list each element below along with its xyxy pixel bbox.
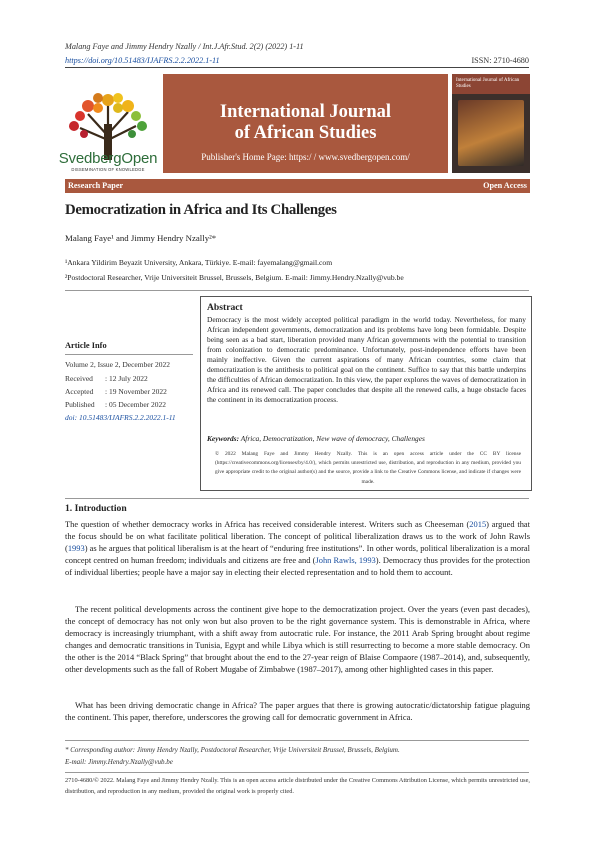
p1-text-d: ). Democracy thus provides for the protection of individual liberties; people have a major say in electing their elected representation and to hold them to account. [65, 555, 530, 578]
footnote-line-2: E-mail: Jimmy.Hendry.Nzally@vub.be [65, 758, 173, 766]
accepted-label: Accepted [65, 387, 94, 396]
received-label: Received [65, 374, 93, 383]
journal-title-line2: of African Studies [234, 123, 377, 143]
article-type-bar [65, 179, 530, 193]
journal-title [163, 102, 448, 144]
citation-link[interactable]: 2015 [469, 519, 487, 529]
paragraph-3: What has been driving democratic change in Africa? The paper argues that there is growing autocratic/dictatorship fatigue plaguing the continent. This paper, therefore, underscores the growing call for democratic government in Africa. [65, 700, 530, 723]
access-type: Open Access [483, 181, 527, 190]
published-label: Published [65, 400, 95, 409]
authors: Malang Faye¹ and Jimmy Hendry Nzally²* [65, 233, 217, 243]
running-citation: Malang Faye and Jimmy Hendry Nzally / Int.J.Afr.Stud. 2(2) (2022) 1-11 [65, 42, 304, 51]
article-info-received [65, 374, 148, 383]
paragraph-1 [65, 518, 530, 578]
article-info-divider [65, 354, 193, 355]
keywords-label: Keywords: [207, 434, 240, 443]
footnote-line-1: * Corresponding author: Jimmy Hendry Nzally, Postdoctoral Researcher, Vrije Universiteit Brussel, Brussels, Belgium. [65, 746, 400, 754]
affiliation-1: ¹Ankara Yildirim Beyazit University, Ankara, Türkiye. E-mail: fayemalang@gmail.com [65, 258, 333, 267]
p1-text-a: The question of whether democracy works in Africa has received considerable interest. Writers such as Cheeseman ( [65, 519, 470, 529]
article-doi[interactable]: doi: 10.51483/IJAFRS.2.2.2022.1-11 [65, 413, 176, 422]
abstract-text: Democracy is the most widely accepted political paradigm in the world today. Nevertheless, for many African independent governments, democratization and its problems have long been formidable. Despite being seen as a bad start, liberation provided many African governments with the potential to transition from colonization to democratic predominance. Unfortunately, post-independence efforts have been mainly ineffective. Given the current aspirations of many African countries, some claim that democratization is the antithesis to political goal on the continent. Suffice to say that this battle underpins the difficulties of African democratization. In this view, the paper explores the waves of democratization in Africa and its renewed call. The paper concludes that despite all the renewed calls, a huge obstacle faces the continent in its democratization process. [207, 315, 526, 405]
article-type: Research Paper [68, 181, 124, 190]
publisher-logo-tagline: DISSEMINATION OF KNOWLEDGE [71, 167, 145, 172]
affiliation-2: ²Postdoctoral Researcher, Vrije Universiteit Brussel, Brussels, Belgium. E-mail: Jimmy.Hendry.Nzally@vub.be [65, 273, 404, 282]
received-date: : 12 July 2022 [105, 374, 148, 383]
article-title: Democratization in Africa and Its Challenges [65, 202, 337, 218]
citation-link[interactable]: John Rawls, 1993 [315, 555, 376, 566]
affiliation-divider [65, 290, 529, 291]
section-divider [65, 498, 529, 499]
cover-header [452, 74, 530, 94]
publisher-logo-name: SvedbergOpen [58, 150, 158, 167]
license-notice: © 2022 Malang Faye and Jimmy Hendry Nzally. This is an open access article under the CC BY license (https://creativecommons.org/licenses/by/4.0/), which permits unrestricted use, distribution, and reproduction in any medium, provided you give appropriate credit to the original author(s) and the source, provide a link to the Creative Commons license, and indicate if changes were made. [215, 451, 521, 485]
published-date: : 05 December 2022 [105, 400, 167, 409]
journal-title-line1: International Journal [219, 102, 392, 122]
footer-divider [65, 772, 529, 773]
article-info-volume: Volume 2, Issue 2, December 2022 [65, 360, 171, 369]
cover-title: International Journal of African Studies [456, 78, 520, 89]
journal-banner [163, 74, 448, 173]
citation-link[interactable]: 1993 [67, 543, 85, 554]
abstract-box [200, 296, 532, 491]
corresponding-author-note [65, 744, 530, 768]
p1-text-c: ) as he argues that political liberalism is at the heart of “enduring free institutions”. In other words, political liberalization is a moral concept centred on human freedom; individuals and citizens are free and ( [65, 543, 530, 566]
publisher-homepage[interactable]: Publisher's Home Page: https:/ / www.svedbergopen.com/ [201, 152, 410, 162]
abstract-heading: Abstract [207, 302, 243, 313]
article-info-accepted [65, 387, 167, 396]
issn: ISSN: 2710-4680 [471, 56, 529, 65]
accepted-date: : 19 November 2022 [105, 387, 167, 396]
keywords-list: Africa, Democratization, New wave of democracy, Challenges [240, 434, 425, 443]
section-heading: 1. Introduction [65, 503, 127, 514]
paragraph-2: The recent political developments across the continent give hope to the democratization project. Over the years (even past decades), the concept of democracy has not only won but also proven to be the right governance system. This is demonstrable in Africa, where democracy is increasingly triumphant, with a shift away from autocratic rule. For instance, the 2011 Arab Spring brought about regime changes and democratic transitions in Tunisia, Egypt and while Libya which is still resurrecting to become a more stable democracy. On the other is the 2014 “Black Spring” that brought about the end to the 27-year reign of Blaise Compaore (1987–2014), and, subsequently, other developments such as the fall of Robert Mugabe of Zimbabwe (1987–2017), among other highlighted cases in this paper. [65, 604, 530, 675]
keywords [207, 434, 526, 443]
cover-artwork [458, 100, 524, 166]
p1-text-b: ) argued that the focus should be on what facilitate political liberation. The concept of political liberalization draws us to the work of John Rawls ( [65, 519, 531, 554]
footnote-divider [65, 740, 529, 741]
article-info-published [65, 400, 166, 409]
copyright-footer: 2710-4680/© 2022. Malang Faye and Jimmy Hendry Nzally. This is an open access article distributed under the Creative Commons Attribution License, which permits unrestricted use, distribution, and reproduction in any medium, provided the original work is properly cited. [65, 777, 530, 795]
article-info-heading: Article Info [65, 341, 107, 350]
header-divider [65, 67, 529, 68]
doi-link[interactable]: https://doi.org/10.51483/IJAFRS.2.2.2022.1-11 [65, 56, 220, 65]
journal-cover-image [452, 74, 530, 173]
